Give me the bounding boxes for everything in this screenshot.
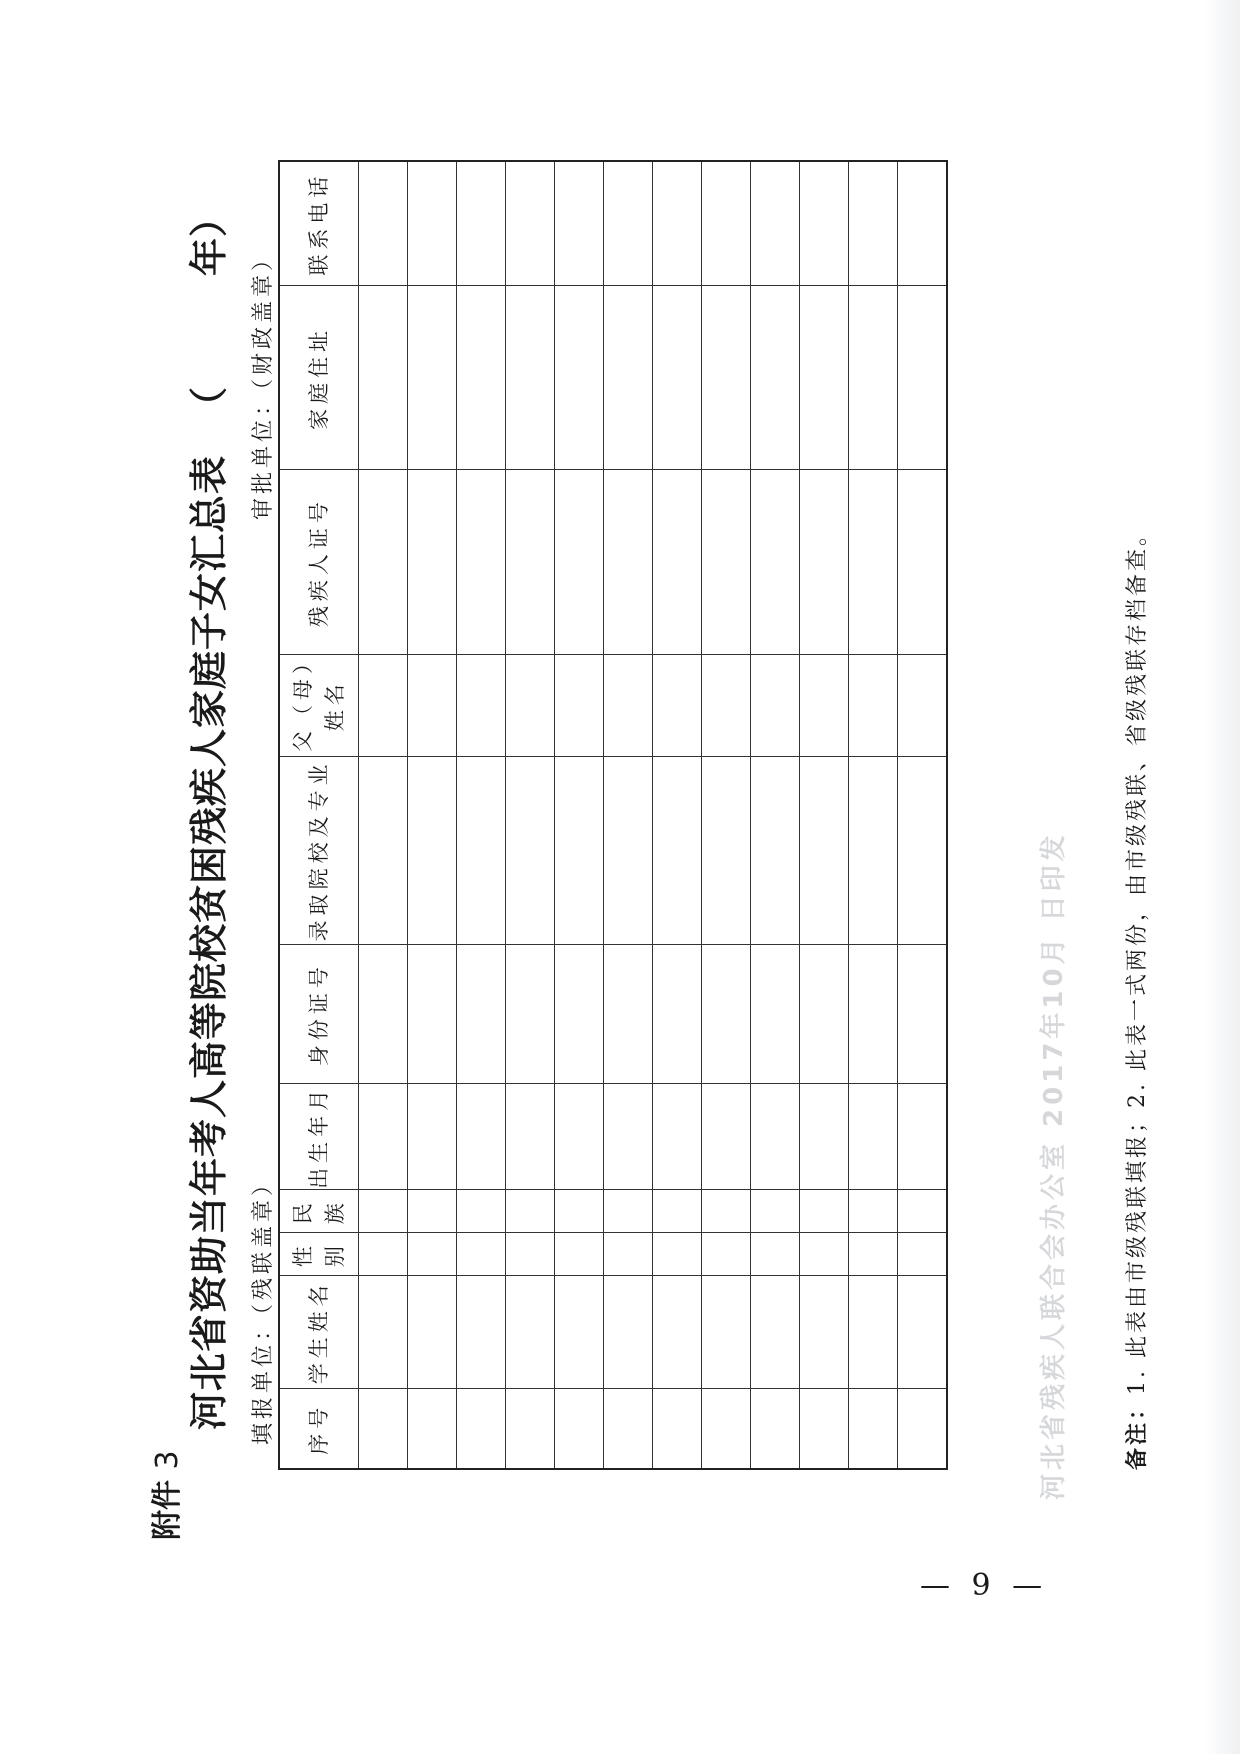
table-row	[653, 161, 702, 1469]
fill-unit-label: 填报单位：（残联盖章）	[251, 1169, 276, 1445]
table-cell-address	[898, 286, 948, 470]
column-header-disability_id: 残疾人证号	[279, 470, 359, 654]
table-cell-gender	[408, 1233, 457, 1276]
table-cell-phone	[408, 161, 457, 286]
table-cell-phone	[506, 161, 555, 286]
table-cell-school	[555, 756, 604, 944]
table-cell-birth	[604, 1084, 653, 1190]
table-cell-seq	[604, 1389, 653, 1469]
note	[1120, 521, 1151, 1470]
document-title	[178, 198, 233, 1430]
table-cell-birth	[408, 1084, 457, 1190]
page-number: — 9 —	[920, 1568, 1049, 1603]
table-cell-seq	[555, 1389, 604, 1469]
table-cell-name	[702, 1275, 751, 1388]
table-cell-disability_id	[800, 470, 849, 654]
table-cell-school	[751, 756, 800, 944]
table-cell-seq	[359, 1389, 408, 1469]
table-cell-birth	[506, 1084, 555, 1190]
table-cell-parent	[457, 654, 506, 756]
table-cell-phone	[604, 161, 653, 286]
table-cell-disability_id	[408, 470, 457, 654]
table-body	[359, 161, 948, 1469]
table-cell-school	[604, 756, 653, 944]
table-cell-id	[457, 944, 506, 1084]
table-cell-seq	[702, 1389, 751, 1469]
table-cell-disability_id	[359, 470, 408, 654]
table-cell-parent	[702, 654, 751, 756]
table-cell-id	[359, 944, 408, 1084]
table-cell-gender	[702, 1233, 751, 1276]
table-cell-id	[751, 944, 800, 1084]
column-header-parent: 父（母）姓名	[279, 654, 359, 756]
table-cell-gender	[359, 1233, 408, 1276]
table-cell-id	[800, 944, 849, 1084]
table-cell-school	[359, 756, 408, 944]
table-row	[359, 161, 408, 1469]
document-title-year-suffix: 年）	[187, 197, 231, 276]
table-cell-gender	[898, 1233, 948, 1276]
table-cell-birth	[555, 1084, 604, 1190]
table-cell-parent	[751, 654, 800, 756]
table-cell-id	[555, 944, 604, 1084]
table-cell-phone	[653, 161, 702, 286]
table-cell-gender	[555, 1233, 604, 1276]
table-cell-parent	[604, 654, 653, 756]
document-title-paren-open: （	[187, 385, 231, 425]
table-cell-gender	[604, 1233, 653, 1276]
table-cell-id	[898, 944, 948, 1084]
table-cell-id	[702, 944, 751, 1084]
table-cell-school	[457, 756, 506, 944]
table-cell-ethnic	[457, 1190, 506, 1233]
table-cell-school	[506, 756, 555, 944]
table-row	[751, 161, 800, 1469]
table-row	[604, 161, 653, 1469]
table-row	[800, 161, 849, 1469]
table-row	[702, 161, 751, 1469]
table-cell-phone	[849, 161, 898, 286]
table-cell-address	[849, 286, 898, 470]
table-cell-phone	[555, 161, 604, 286]
table-cell-address	[653, 286, 702, 470]
table-cell-birth	[702, 1084, 751, 1190]
table-row	[457, 161, 506, 1469]
table-cell-parent	[408, 654, 457, 756]
table-header-row	[279, 161, 359, 1469]
table-row	[555, 161, 604, 1469]
watermark-stamp: 河北省残疾人联合会办公室 2017年10月 日印发	[1039, 831, 1069, 1500]
table-cell-address	[751, 286, 800, 470]
table-cell-address	[359, 286, 408, 470]
rotated-form-page	[130, 40, 1210, 1580]
column-header-gender: 性别	[279, 1233, 359, 1276]
table-cell-disability_id	[555, 470, 604, 654]
table-cell-parent	[849, 654, 898, 756]
table-cell-ethnic	[359, 1190, 408, 1233]
attachment-number: 3	[150, 1450, 185, 1470]
table-cell-parent	[800, 654, 849, 756]
table-cell-parent	[506, 654, 555, 756]
table-cell-disability_id	[653, 470, 702, 654]
table-row	[898, 161, 948, 1469]
table-cell-seq	[506, 1389, 555, 1469]
table-cell-seq	[800, 1389, 849, 1469]
table-row	[408, 161, 457, 1469]
table-cell-school	[898, 756, 948, 944]
table-cell-id	[506, 944, 555, 1084]
table-cell-gender	[751, 1233, 800, 1276]
table-cell-seq	[751, 1389, 800, 1469]
attachment-label-text: 附件	[150, 1480, 185, 1540]
table-cell-seq	[849, 1389, 898, 1469]
attachment-label	[142, 1450, 186, 1540]
table-cell-birth	[457, 1084, 506, 1190]
column-header-name: 学生姓名	[279, 1275, 359, 1388]
table-cell-gender	[800, 1233, 849, 1276]
table-cell-address	[604, 286, 653, 470]
table-cell-phone	[800, 161, 849, 286]
table-cell-name	[800, 1275, 849, 1388]
table-cell-phone	[751, 161, 800, 286]
table-cell-name	[359, 1275, 408, 1388]
table-cell-school	[800, 756, 849, 944]
table-cell-id	[604, 944, 653, 1084]
column-header-phone: 联系电话	[279, 161, 359, 286]
table-cell-ethnic	[849, 1190, 898, 1233]
table-cell-gender	[849, 1233, 898, 1276]
table-cell-ethnic	[604, 1190, 653, 1233]
column-header-seq: 序号	[279, 1389, 359, 1469]
table-cell-address	[702, 286, 751, 470]
table-cell-address	[408, 286, 457, 470]
table-cell-school	[408, 756, 457, 944]
table-cell-name	[898, 1275, 948, 1388]
table-cell-birth	[849, 1084, 898, 1190]
column-header-address: 家庭住址	[279, 286, 359, 470]
table-cell-phone	[359, 161, 408, 286]
table-cell-ethnic	[408, 1190, 457, 1233]
table-cell-school	[653, 756, 702, 944]
table-cell-disability_id	[849, 470, 898, 654]
table-cell-seq	[653, 1389, 702, 1469]
summary-table	[278, 160, 948, 1470]
column-header-school: 录取院校及专业	[279, 756, 359, 944]
table-cell-address	[555, 286, 604, 470]
table-cell-name	[457, 1275, 506, 1388]
table-cell-gender	[653, 1233, 702, 1276]
column-header-id: 身份证号	[279, 944, 359, 1084]
column-header-birth: 出生年月	[279, 1084, 359, 1190]
table-cell-parent	[555, 654, 604, 756]
table-cell-birth	[653, 1084, 702, 1190]
approve-unit-label: 审批单位：（财政盖章）	[251, 244, 276, 520]
table-cell-birth	[751, 1084, 800, 1190]
table-cell-disability_id	[898, 470, 948, 654]
table-cell-address	[800, 286, 849, 470]
table-cell-ethnic	[653, 1190, 702, 1233]
table-cell-school	[702, 756, 751, 944]
table-cell-ethnic	[555, 1190, 604, 1233]
table-cell-birth	[898, 1084, 948, 1190]
table-cell-disability_id	[702, 470, 751, 654]
table-cell-ethnic	[800, 1190, 849, 1233]
table-cell-disability_id	[457, 470, 506, 654]
table-cell-ethnic	[751, 1190, 800, 1233]
note-label: 备注：	[1125, 1394, 1150, 1470]
table-cell-name	[653, 1275, 702, 1388]
table-row	[849, 161, 898, 1469]
table-cell-ethnic	[898, 1190, 948, 1233]
table-cell-name	[849, 1275, 898, 1388]
table-cell-gender	[506, 1233, 555, 1276]
table-cell-address	[506, 286, 555, 470]
table-cell-seq	[457, 1389, 506, 1469]
table-cell-birth	[359, 1084, 408, 1190]
table-cell-disability_id	[604, 470, 653, 654]
table-cell-phone	[457, 161, 506, 286]
table-cell-name	[408, 1275, 457, 1388]
table-cell-name	[604, 1275, 653, 1388]
table-cell-id	[653, 944, 702, 1084]
table-cell-disability_id	[506, 470, 555, 654]
table-cell-school	[849, 756, 898, 944]
table-cell-seq	[898, 1389, 948, 1469]
table-cell-id	[849, 944, 898, 1084]
table-cell-parent	[359, 654, 408, 756]
table-cell-gender	[457, 1233, 506, 1276]
table-cell-ethnic	[506, 1190, 555, 1233]
table-cell-id	[408, 944, 457, 1084]
table-cell-seq	[408, 1389, 457, 1469]
table-cell-phone	[898, 161, 948, 286]
table-cell-ethnic	[702, 1190, 751, 1233]
table-cell-name	[555, 1275, 604, 1388]
table-cell-address	[457, 286, 506, 470]
note-text: 1. 此表由市级残联填报；2. 此表一式两份，由市级残联、省级残联存档备查。	[1125, 521, 1150, 1395]
table-cell-parent	[653, 654, 702, 756]
table-cell-birth	[800, 1084, 849, 1190]
table-cell-phone	[702, 161, 751, 286]
document-title-main: 河北省资助当年考人高等院校贫困残疾人家庭子女汇总表	[187, 454, 231, 1430]
table-cell-name	[751, 1275, 800, 1388]
table-row	[506, 161, 555, 1469]
table-cell-disability_id	[751, 470, 800, 654]
table-cell-parent	[898, 654, 948, 756]
table-cell-name	[506, 1275, 555, 1388]
column-header-ethnic: 民族	[279, 1190, 359, 1233]
